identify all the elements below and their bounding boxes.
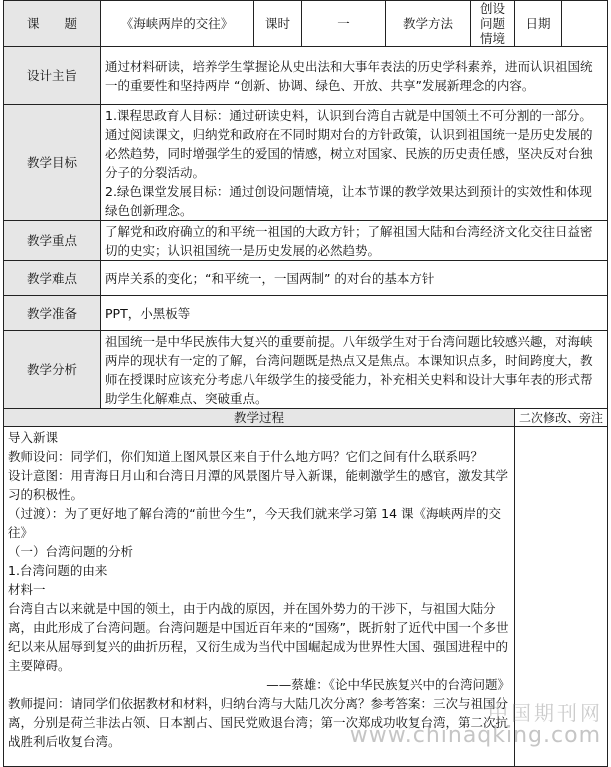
goals-row — [4, 105, 608, 221]
analysis-text: 祖国统一是中华民族伟大复兴的重要前提。八年级学生对于台湾问题比较感兴趣，对海峡两岸的现状有一定的了解，台湾问题既是热点又是焦点。本课知识点多，时间跨度大，教师在授课时应该充分考虑八年级学生的接受能力，补充相关史料和设计大事年表的形式帮助学生化解难点、突破重点。 — [101, 331, 608, 409]
lesson-title: 《海峡两岸的交往》 — [101, 1, 254, 47]
notes-header: 二次修改、旁注 — [515, 409, 608, 427]
prep-label: 教学准备 — [4, 296, 101, 331]
lesson-plan-table — [3, 0, 608, 767]
notes-body — [515, 427, 608, 767]
process-line: 导入新课 — [8, 430, 59, 445]
difficulty-row — [4, 261, 608, 296]
design-text: 通过材料研读，培养学生掌握论从史出法和大事年表法的历史学科素养，进而认识祖国统一的重要性和坚持两岸 “创新、协调、绿色、开放、共享”发展新理念的内容。 — [101, 47, 608, 105]
process-header-row — [4, 409, 608, 427]
process-line: （一）台湾问题的分析 — [8, 544, 134, 559]
date-label: 日期 — [515, 1, 562, 47]
design-row — [4, 47, 608, 105]
key-label: 教学重点 — [4, 221, 101, 261]
hours-value: 一 — [302, 1, 386, 47]
watermark-text: 中国期刊网 — [488, 701, 603, 725]
hours-label: 课时 — [254, 1, 302, 47]
design-label: 设计主旨 — [4, 47, 101, 105]
process-header: 教学过程 — [4, 409, 515, 427]
process-body — [4, 427, 515, 767]
citation: ——蔡雄：《论中华民族复兴中的台湾问题》 — [266, 677, 511, 692]
goals-label: 教学目标 — [4, 105, 101, 221]
process-line: 设计意图：用青海日月山和台湾日月潭的风景图片导入新课，能刺激学生的感官，激发其学习的积极性。 — [8, 468, 509, 502]
difficulty-label: 教学难点 — [4, 261, 101, 296]
goals-cell — [101, 105, 608, 221]
key-text: 了解党和政府确立的和平统一祖国的大政方针；了解祖国大陆和台湾经济文化交往日益密切的史实；认识祖国统一是历史发展的必然趋势。 — [101, 221, 608, 261]
key-row — [4, 221, 608, 261]
process-line: 教师设问：同学们，你们知道上图风景区来自于什么地方吗？它们之间有什么联系吗？ — [8, 449, 484, 464]
analysis-label: 教学分析 — [4, 331, 101, 409]
prep-text: PPT，小黑板等 — [101, 296, 608, 331]
goal-2: 2.绿色课堂发展目标：通过创设问题情境，让本节课的教学效果达到预计的实效性和体现绿色创新理念。 — [105, 183, 592, 218]
process-line: 1.台湾问题的由来 — [8, 563, 108, 578]
method-label: 教学方法 — [386, 1, 471, 47]
prep-row — [4, 296, 608, 331]
difficulty-text: 两岸关系的变化；“和平统一，一国两制” 的对台的基本方针 — [101, 261, 608, 296]
method-value: 创设问题情境 — [471, 1, 515, 47]
process-line: 台湾自古以来就是中国的领土，由于内战的原因，并在国外势力的干涉下，与祖国大陆分离，由此形成了台湾问题。台湾问题是中国近百年来的“国殇”，既折射了近代中国一个多世纪以来从屈辱到复兴的曲折历程，又衍生成为当代中国崛起成为世界性大国、强国进程中的主要障碍。 — [8, 601, 509, 673]
topic-label: 课 题 — [4, 1, 101, 47]
process-line: 教师提问：请同学们依据教材和材料，归纳台湾与大陆几次分离？参考答案：三次与祖国分离，分别是荷兰非法占领、日本割占、国民党败退台湾；第一次郑成功收复台湾，第二次抗战胜利后收复台湾。 — [8, 696, 509, 749]
goal-1: 1.课程思政育人目标：通过研读史料，认识到台湾自古就是中国领土不可分割的一部分。通过阅读课文，归纳党和政府在不同时期对台的方针政策，认识到祖国统一是历史发展的必然趋势，同时增强学生的爱国的情感，树立对国家、民族的历史责任感，坚决反对台独分子的分裂活动。 — [105, 107, 593, 180]
process-row — [4, 427, 608, 767]
process-line: 材料一 — [8, 582, 46, 597]
date-value — [562, 1, 608, 47]
watermark-url: www.chinaqking.com — [349, 723, 601, 748]
header-row — [4, 1, 608, 47]
analysis-row — [4, 331, 608, 409]
process-line: （过渡）：为了更好地了解台湾的“前世今生”，今天我们就来学习第 14 课《海峡两岸的交往》 — [8, 506, 502, 540]
